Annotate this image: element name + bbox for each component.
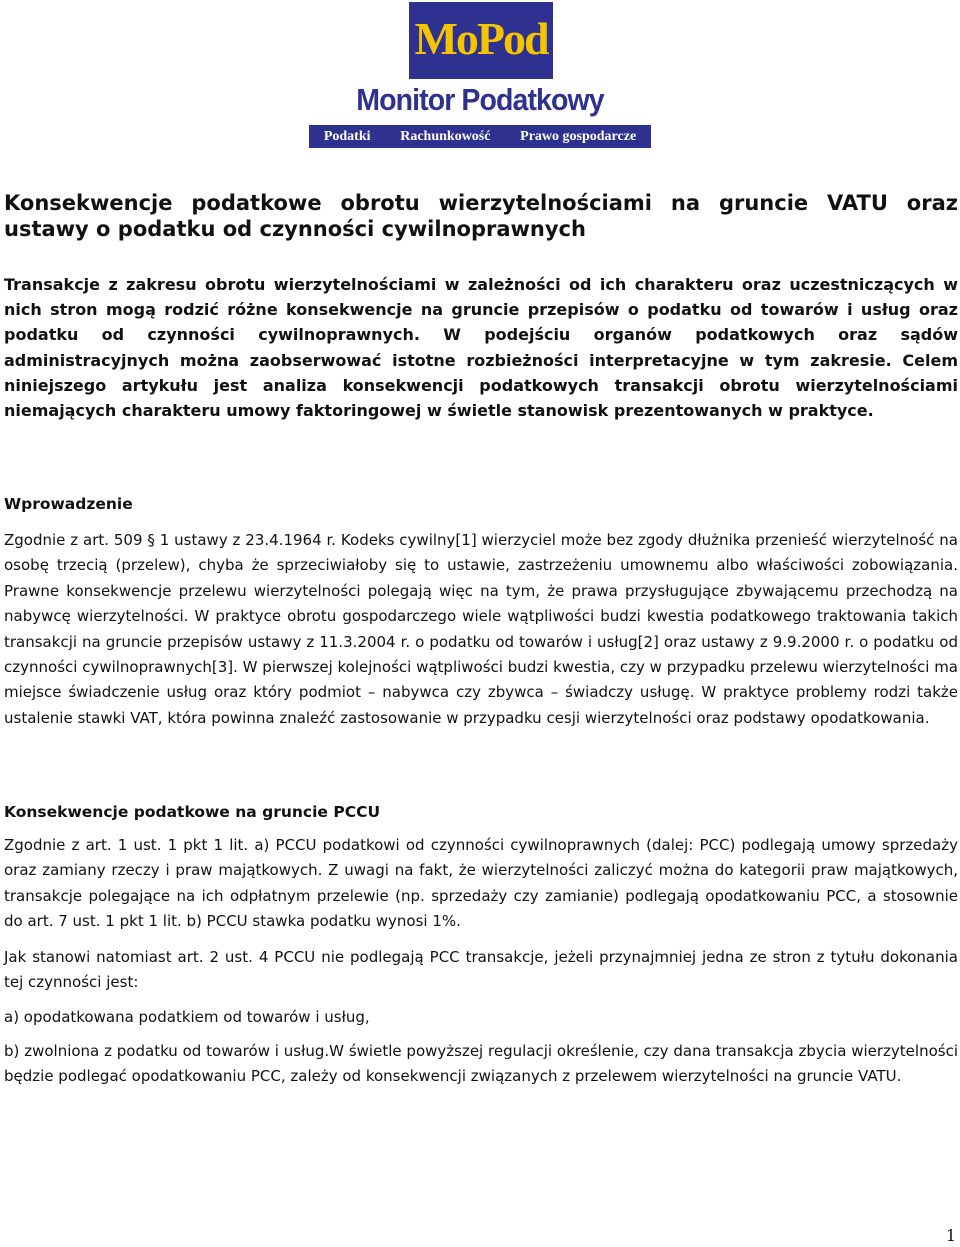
logo-name: Monitor Podatkowy — [356, 82, 604, 117]
section-pccu-paragraph-2: Jak stanowi natomiast art. 2 ust. 4 PCCU nie podlegają PCC transakcje, jeżeli przynajmniej jedna ze stron z tytułu dokonania tej czynności jest: — [4, 948, 958, 992]
section-heading-pccu: Konsekwencje podatkowe na gruncie PCCU — [4, 803, 381, 821]
logo-brand: MoPod — [414, 13, 548, 64]
article-lead: Transakcje z zakresu obrotu wierzytelnościami w zależności od ich charakteru oraz uczestniczących w nich stron mogą rodzić różne konsekwencje na gruncie przepisów o podatku od towarów i usług oraz podatku od czynności cywilnoprawnych. W podejściu organów podatkowych oraz sądów administracyjnych można zaobserwować istotne rozbieżności interpretacyjne w tym zakresie. Celem niniejszego artykułu jest analiza konsekwencji podatkowych transakcji obrotu wierzytelnościami niemających charakteru umowy faktoringowej w świetle stanowisk prezentowanych w praktyce. — [4, 275, 958, 421]
section-pccu-item-a: a) opodatkowana podatkiem od towarów i usług, — [4, 1008, 370, 1026]
section-wprowadzenie-text: Zgodnie z art. 509 § 1 ustawy z 23.4.1964 r. Kodeks cywilny[1] wierzyciel może bez zgody dłużnika przenieść wierzytelność na osobę trzecią (przelew), chyba że sprzeciwiałoby się to ustawie, zastrzeżeniu umownemu albo właściwości zobowiązania. Prawne konsekwencje przelewu wierzytelności polegają więc na tym, że prawa przysługujące zbywającemu przechodzą na nabywcę wierzytelności. W praktyce obrotu gospodarczego wiele wątpliwości budzi kwestia podatkowego traktowania takich transakcji na gruncie przepisów ustawy z 11.3.2004 r. o podatku od towarów i usług[2] oraz ustawy z 9.9.2000 r. o podatku od czynności cywilnoprawnych[3]. W pierwszej kolejności wątpliwości budzi kwestia, czy w przypadku przelewu wierzytelności ma miejsce świadczenie usług oraz który podmiot – nabywca czy zbywca – świadczy usługę. W praktyce problemy rodzi także ustalenie stawki VAT, która powinna znaleźć zastosowanie w przypadku cesji wierzytelności oraz podstawy opodatkowania. — [4, 531, 958, 727]
section-heading-wprowadzenie: Wprowadzenie — [4, 495, 133, 513]
monitor-podatkowy-logo — [309, 2, 651, 148]
section-pccu-item-b: b) zwolniona z podatku od towarów i usług.W świetle powyższej regulacji określenie, czy dana transakcja zbycia wierzytelności będzie podlegać opodatkowaniu PCC, zależy od konsekwencji związanych z przelewem wierzytelności na gruncie VATU. — [4, 1042, 958, 1086]
logo-tag-prawo: Prawo gospodarcze — [520, 128, 637, 144]
page-number: 1 — [945, 1226, 956, 1245]
article-title: Konsekwencje podatkowe obrotu wierzytelnościami na gruncie VATU oraz ustawy o podatku od czynności cywilnoprawnych — [4, 191, 958, 241]
logo-tag-podatki: Podatki — [323, 128, 371, 144]
logo-mopod-block — [409, 2, 553, 79]
section-pccu-paragraph-1: Zgodnie z art. 1 ust. 1 pkt 1 lit. a) PCCU podatkowi od czynności cywilnoprawnych (dalej: PCC) podlegają umowy sprzedaży oraz zamiany rzeczy i praw majątkowych. Z uwagi na fakt, że wierzytelności zaliczyć można do kategorii praw majątkowych, transakcje polegające na ich odpłatnym przelewie (np. sprzedaży czy zamianie) podlegają opodatkowaniu PCC, a stosownie do art. 7 ust. 1 pkt 1 lit. b) PCCU stawka podatku wynosi 1%. — [4, 836, 958, 931]
logo-tag-bar — [309, 125, 651, 148]
logo-tag-rachunkowosc: Rachunkowość — [400, 128, 491, 144]
